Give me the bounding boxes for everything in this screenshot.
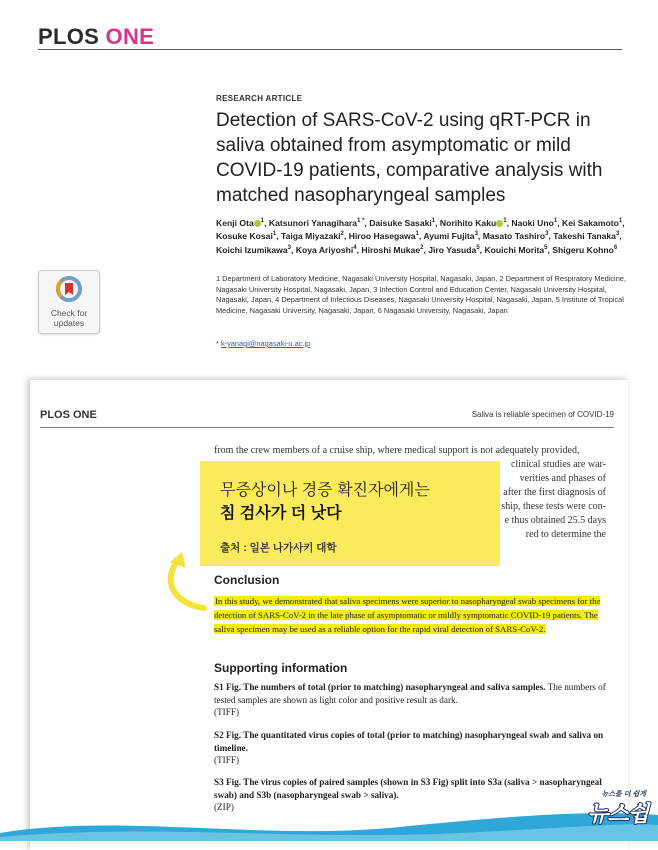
author-name: Ayumi Fujita [423, 231, 475, 242]
body-line: ship, these tests were con- [501, 501, 606, 512]
author-name: Hiroshi Mukae [361, 244, 421, 255]
author-name: Norihito Kaku [439, 217, 497, 228]
corresponding-email: * k-yanagi@nagasaki-u.ac.jp [216, 339, 311, 348]
author-affiliation-mark: 1 [553, 218, 558, 224]
page-two-brand: PLOS ONE [40, 409, 97, 421]
author-affiliation-mark: 1 [618, 218, 623, 224]
author-name: Taiga Miyazaki [280, 231, 341, 242]
conclusion-heading: Conclusion [214, 573, 280, 587]
author-affiliation-mark: 5 [476, 244, 480, 251]
author-affiliation-mark: 1 [272, 231, 277, 238]
body-line: red to determine the [525, 529, 606, 540]
supporting-item-s1[interactable]: S1 Fig. The numbers of total (prior to matching) nasopharyngeal and saliva samples. The numbers of tested samples are shown as light color and positive result as dark. (TIFF) [214, 682, 606, 717]
email-link[interactable]: k-yanagi@nagasaki-u.ac.jp [220, 339, 311, 348]
supporting-heading: Supporting information [214, 661, 348, 675]
author-affiliation-mark: 1 [503, 218, 507, 224]
running-title: Saliva is reliable specimen of COVID-19 [471, 410, 614, 419]
author-name: Naoki Uno [511, 217, 554, 228]
author-affiliation-mark: 3 [545, 231, 549, 238]
author-name: Shigeru Kohno [552, 244, 614, 255]
orcid-icon[interactable] [254, 220, 261, 227]
author-name: Takeshi Tanaka [553, 231, 616, 242]
body-line: from the crew members of a cruise ship, where medical support is not adequately provided, [214, 445, 580, 456]
author-affiliation-mark: 2 [340, 231, 344, 238]
author-affiliation-mark: 3 [474, 231, 478, 238]
author-affiliation-mark: 3 [287, 244, 291, 251]
body-line: e thus obtained 25.5 days [504, 515, 606, 526]
author-affiliation-mark: 1 [431, 218, 436, 224]
affiliations: 1 Department of Laboratory Medicine, Nagasaki University Hospital, Nagasaki, Japan, 2 Department of Respiratory Medicine, Nagasaki University Hospital, Nagasaki, Japan, 3 Infection Control and Education Center, Nagasaki University Hospital, Nagasaki, Japan, 4 Department of Infectious Diseases, Nagasaki University Hospital, Nagasaki, Japan, 5 Institute of Tropical Medicine, Nagasaki University, Nagasaki, Japan, 6 Nagasaki University, Nagasaki, Japan [216, 274, 626, 315]
author-name: Katsunori Yanagihara [268, 217, 358, 228]
author-affiliation-mark: 5 [544, 244, 548, 251]
author-affiliation-mark: 2 [420, 244, 424, 251]
author-affiliation-mark: 6 [613, 244, 618, 251]
korean-callout-box [200, 461, 500, 566]
author-name: Koya Ariyoshi [295, 244, 354, 255]
newsship-logo [558, 789, 648, 829]
author-affiliation-mark: 4 [353, 244, 357, 251]
logo-tagline: 뉴스를 더 쉽게 [601, 791, 646, 798]
body-line: clinical studies are war- [510, 459, 606, 470]
author-name: Koichi Izumikawa [216, 244, 288, 255]
journal-brand: PLOS ONE [38, 24, 155, 49]
author-name: Jiro Yasuda [428, 244, 477, 255]
author-name: Kenji Ota [216, 217, 254, 228]
supporting-item-s2[interactable]: S2 Fig. The quantitated virus copies of total (prior to matching) nasopharyngeal swab and saliva on timeline. (TIFF) [214, 730, 604, 765]
author-affiliation-mark: 1 * [357, 218, 365, 224]
author-list: Kenji Ota $^1$, Katsunori Yanagihara$^{1 *}$, Daisuke Sasaki$^1$, Norihito Kaku $^1$, Naoki Uno$^1$, Kei Sakamoto$^1$, Kosuke Kosai$^1$, Taiga Miyazaki$^2$, Hiroo Hasegawa$^1$, Ayumi Fujita$^3$, Masato Tashiro$^3$, Takeshi Tanaka$^3$, Koichi Izumikawa$^3$, Koya Ariyoshi$^4$, Hiroshi Mukae$^2$, Jiro Yasuda$^5$, Kouichi Morita$^5$, Shigeru Kohno$^6$ [216, 217, 625, 255]
callout-source: 출처 : 일본 나가사키 대학 [220, 542, 337, 554]
check-updates-icon [55, 275, 83, 303]
check-badge-line1: Check for [50, 308, 88, 318]
body-line: after the first diagnosis of [503, 487, 606, 498]
body-line: verities and phases of [519, 473, 606, 484]
logo-name: 뉴스쉽 [587, 801, 648, 826]
header-divider [38, 49, 622, 50]
highlighted-conclusion: In this study, we demonstrated that saliva specimens were superior to nasopharyngeal swab specimens for the detection of SARS-CoV-2 in the late phase of asymptomatic or mildly symptomatic COVID-19 patients. The saliva specimen may be used as a reliable option for the rapid viral detection of SARS-CoV-2. [214, 596, 601, 634]
author-name: Kouichi Morita [484, 244, 545, 255]
author-name: Masato Tashiro [482, 231, 546, 242]
article-title: Detection of SARS-CoV-2 using qRT-PCR in saliva obtained from asymptomatic or mild COVID-19 patients, comparative analysis with matched nasopharyngeal samples [216, 110, 603, 206]
author-affiliation-mark: 1 [260, 218, 265, 224]
page-two-divider [40, 427, 614, 428]
callout-line2: 침 검사가 더 낫다 [220, 505, 342, 522]
check-for-updates-badge[interactable] [38, 270, 100, 334]
check-badge-line2: updates [53, 318, 85, 328]
author-name: Daisuke Sasaki [369, 217, 432, 228]
author-name: Kosuke Kosai [216, 231, 273, 242]
conclusion-text [214, 594, 614, 636]
author-affiliation-mark: 3 [615, 231, 620, 238]
callout-line1: 무증상이나 경증 확진자에게는 [220, 482, 430, 499]
supporting-item-s3[interactable]: S3 Fig. The virus copies of paired samples (shown in S3 Fig) split into S3a (saliva > nasopharyngeal swab) and S3b (nasopharyngeal swab > saliva). (ZIP) [214, 777, 602, 812]
author-name: Hiroo Hasegawa [348, 231, 416, 242]
article-type: RESEARCH ARTICLE [216, 94, 303, 103]
author-name: Kei Sakamoto [562, 217, 619, 228]
author-affiliation-mark: 1 [415, 231, 419, 238]
